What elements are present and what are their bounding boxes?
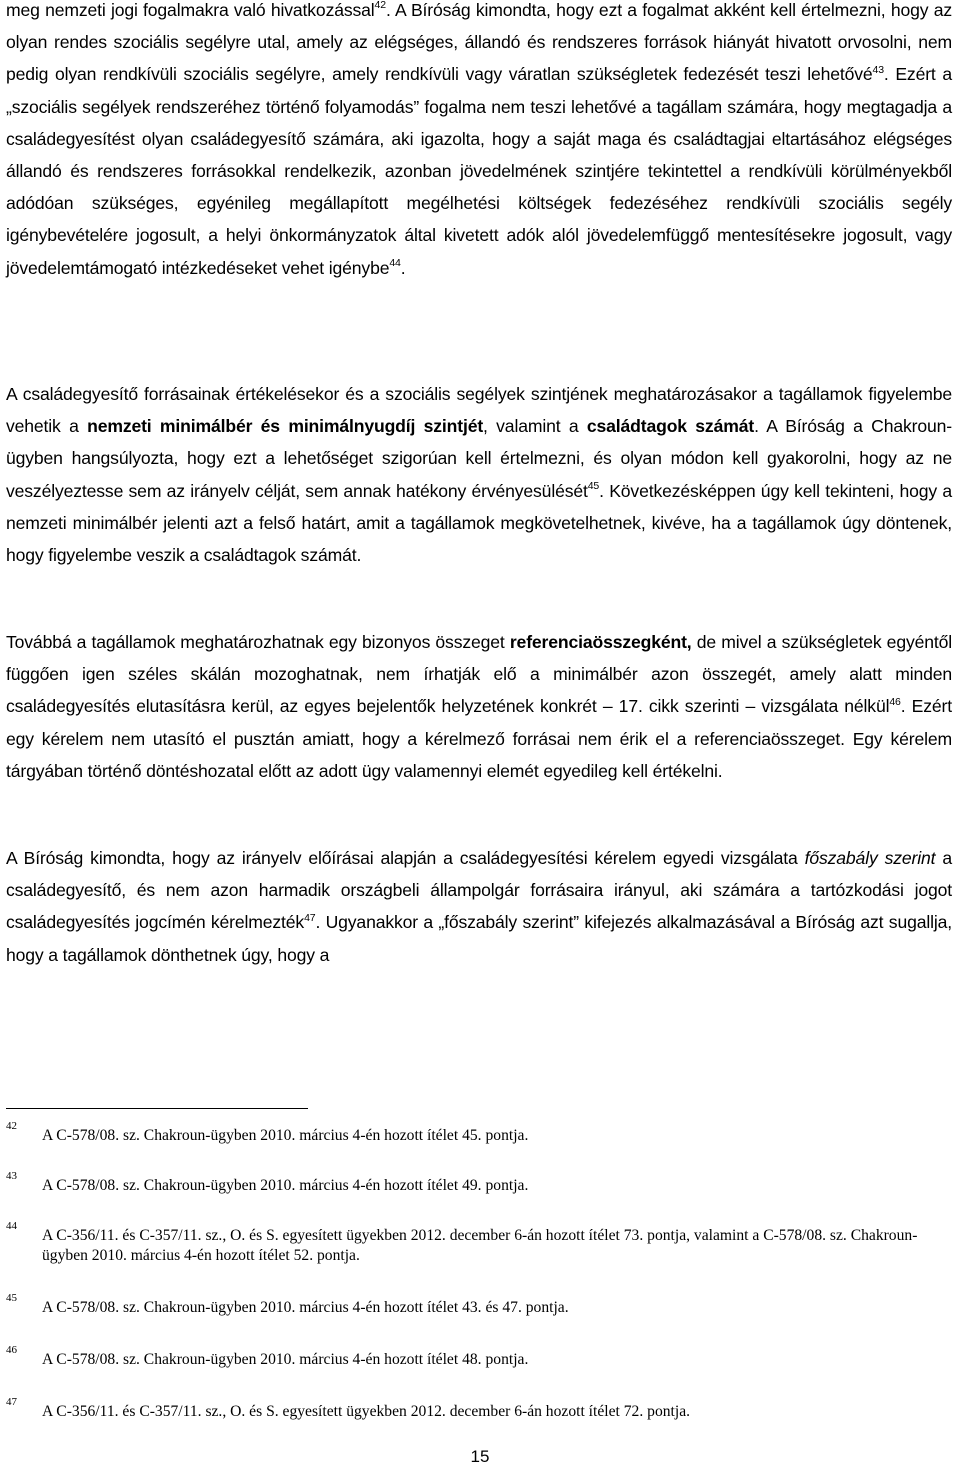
footnote-reference[interactable]: 45 bbox=[587, 479, 600, 492]
footnote-number: 46 bbox=[6, 1344, 17, 1356]
footnote-reference[interactable]: 44 bbox=[389, 256, 401, 269]
text-run: a családegyesítő, és nem azon harmadik országbeli állampolgár forrásaira irányul, aki számára a tartózkodási jogot családegyesítés jogcímén kérelmezték bbox=[6, 848, 953, 933]
footnote-text: A C-356/11. és C-357/11. sz., O. és S. egyesített ügyekben 2012. december 6-án hozott ítélet 72. pontja. bbox=[42, 1403, 691, 1420]
paragraph-2 bbox=[6, 378, 952, 571]
paragraph-1 bbox=[6, 0, 952, 284]
footnote-number: 47 bbox=[6, 1396, 17, 1408]
footnote-text: A C-578/08. sz. Chakroun-ügyben 2010. március 4-én hozott ítélet 48. pontja. bbox=[42, 1351, 529, 1368]
text-run: A Bíróság kimondta, hogy az irányelv előírásai alapján a családegyesítési kérelem egyedi vizsgálata bbox=[6, 848, 805, 868]
text-run: . bbox=[400, 257, 406, 278]
paragraph-4 bbox=[6, 842, 952, 971]
bold-text: nemzeti minimálbér és minimálnyugdíj szintjét bbox=[87, 416, 484, 437]
text-run: . Következésképpen úgy kell tekinteni, hogy a nemzeti minimálbér jelenti azt a felső határt, amit a tagállamok megkövetelhetnek, kivéve, ha a tagállamok úgy döntenek, hogy figyelembe veszik a családtagok számát. bbox=[6, 480, 952, 566]
footnote-reference[interactable]: 43 bbox=[872, 63, 884, 76]
paragraph-3 bbox=[6, 626, 952, 787]
footnote-number: 42 bbox=[6, 1120, 17, 1132]
text-run: Továbbá a tagállamok meghatározhatnak egy bizonyos összeget bbox=[6, 632, 510, 652]
footnote-text: A C-356/11. és C-357/11. sz., O. és S. egyesített ügyekben 2012. december 6-án hozott ítélet 73. pontja, valamint a C-578/08. sz. Chakroun-ügyben 2010. március 4-én hozott ítélet 52. pontja. bbox=[42, 1227, 918, 1264]
text-run: , valamint a bbox=[483, 416, 587, 437]
text-run: meg nemzeti jogi fogalmakra való hivatkozással bbox=[6, 0, 375, 20]
bold-text: családtagok számát bbox=[586, 416, 755, 437]
bold-text: referenciaösszegként, bbox=[509, 632, 692, 652]
footnote-text: A C-578/08. sz. Chakroun-ügyben 2010. március 4-én hozott ítélet 49. pontja. bbox=[42, 1177, 529, 1194]
text-run: . Ezért a „szociális segélyek rendszeréhez történő folyamodás” fogalma nem teszi lehetővé a tagállam számára, hogy megtagadja a családegyesítést olyan családegyesítő számára, aki igazolta, hogy a saját maga és családtagjai eltartásához elégséges állandó és rendszeres forrásokkal rendelkezik, azonban jövedelmének szintjére tekintettel a rendkívüli körülményekből adódóan szükséges, egyénileg megállapított megélhetési költségek fedezéséhez rendkívüli szociális segély igénybevételére jogosult, a helyi önkormányzatok által kivetett adók alól jövedelemfüggő mentesítésekre jogosult, vagy jövedelemtámogató intézkedéseket vehet igénybe bbox=[6, 64, 952, 278]
footnote-reference[interactable]: 42 bbox=[374, 0, 386, 12]
page-number: 15 bbox=[470, 1447, 490, 1466]
footnote-reference[interactable]: 47 bbox=[304, 911, 316, 924]
italic-text: főszabály szerint bbox=[804, 848, 936, 868]
footnote-separator bbox=[6, 1108, 308, 1109]
footnote-number: 43 bbox=[6, 1170, 17, 1182]
text-run: de mivel a szükségletek egyéntől függően igen széles skálán mozoghatnak, nem írhatják elő a minimálbér azon összegét, amely alatt minden családegyesítés elutasításra kerül, az egyes bejelentők helyzetének konkrét – 17. cikk szerinti – vizsgálata nélkül bbox=[6, 632, 953, 717]
footnote-text: A C-578/08. sz. Chakroun-ügyben 2010. március 4-én hozott ítélet 43. és 47. pontja. bbox=[42, 1299, 569, 1316]
text-run: . A Bíróság a Chakroun-ügyben hangsúlyozta, hogy ezt a lehetőséget szigorúan kell értelmezni, és olyan módon kell gyakorolni, hogy az ne veszélyeztesse sem az irányelv célját, sem annak hatékony érvényesülését bbox=[6, 416, 952, 501]
footnote-text: A C-578/08. sz. Chakroun-ügyben 2010. március 4-én hozott ítélet 45. pontja. bbox=[42, 1127, 529, 1144]
text-run: . Ezért egy kérelem nem utasító el pusztán amiatt, hogy a kérelmező forrásai nem érik el a referenciaösszeget. Egy kérelem tárgyában történő döntéshozatal előtt az adott ügy valamennyi elemét egyedileg kell értékelni. bbox=[6, 696, 952, 781]
footnote-number: 44 bbox=[6, 1220, 17, 1232]
text-run: . A Bíróság kimondta, hogy ezt a fogalmat akként kell értelmezni, hogy az olyan rendes szociális segélyre utal, amely az elégséges, állandó és rendszeres források hiányát hivatott orvosolni, nem pedig olyan rendkívüli szociális segélyre, amely rendkívüli vagy váratlan szükségletek fedezését teszi lehetővé bbox=[6, 0, 952, 85]
text-run: A családegyesítő forrásainak értékelésekor és a szociális segélyek szintjének meghatározásakor a tagállamok figyelembe vehetik a bbox=[6, 384, 952, 437]
text-run: . Ugyanakkor a „főszabály szerint” kifejezés alkalmazásával a Bíróság azt sugallja, hogy a tagállamok dönthetnek úgy, hogy a bbox=[6, 912, 952, 965]
footnote-number: 45 bbox=[6, 1292, 17, 1304]
footnote-reference[interactable]: 46 bbox=[889, 695, 901, 708]
